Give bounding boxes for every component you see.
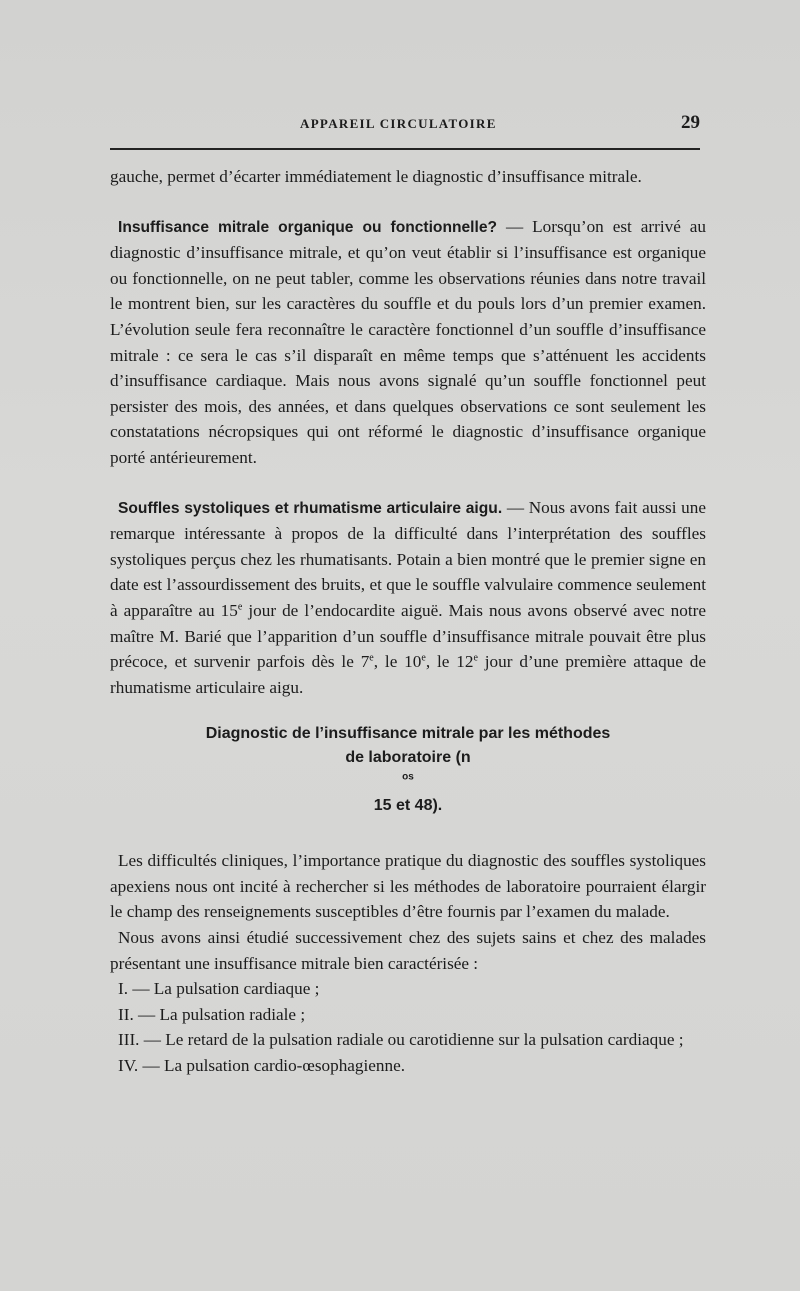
- section-title-line-1: Diagnostic de l’insuffisance mitrale par les méthodes: [205, 725, 611, 743]
- section-title-line-2: [110, 746, 706, 818]
- list-item: II. — La pulsation radiale ;: [118, 1004, 306, 1024]
- paragraph-text: — Lorsqu’on est arrivé au diagnostic d’insuffisance mitrale, et qu’on veut établir si l’insuffisance est organique ou fonctionnelle, on ne peut tabler, comme les observations réunies dans notre travail le montrent bien, sur les caractères du souffle et du pouls lors d’un premier examen. L’évolution seule fera reconnaître le caractère fonctionnel d’un souffle d’insuffisance mitrale : ce sera le cas s’il disparaît en même temps que s’atténuent les accidents d’insuffisance cardiaque. Mais nous avons signalé qu’un souffle fonctionnel peut persister des mois, des années, et dans quelques observations ce sont seulement les constatations nécropsiques qui ont réformé le diagnostic d’insuffisance organique porté antérieurement.: [110, 216, 706, 467]
- run-in-heading: Insuffisance mitrale organique ou fonctionnelle?: [118, 218, 498, 236]
- list-item: III. — Le retard de la pulsation radiale ou carotidienne sur la pulsation cardiaque ;: [118, 1030, 684, 1050]
- running-title: APPAREIL CIRCULATOIRE: [300, 116, 497, 131]
- paragraph-studied: Nous avons ainsi étudié successivement chez des sujets sains et chez des malades présentant une insuffisance mitrale bien caractérisée :: [110, 928, 706, 973]
- page-header: [110, 112, 700, 138]
- list-item: I. — La pulsation cardiaque ;: [118, 979, 320, 999]
- paragraph-text: , le 10: [373, 652, 422, 672]
- superscript: e: [473, 652, 478, 664]
- paragraph-text: , le 12: [425, 652, 474, 672]
- paragraph-text: jour d’une première attaque de rhumatisme articulaire aigu.: [110, 652, 706, 697]
- run-in-heading: Souffles systoliques et rhumatisme articulaire aigu.: [118, 499, 503, 517]
- paragraph-difficulties: Les difficultés cliniques, l’importance pratique du diagnostic des souffles systoliques apexiens nous ont incité à rechercher si les méthodes de laboratoire pourraient élargir le champ des renseignements susceptibles d’être fournis par l’examen du malade.: [110, 851, 706, 922]
- superscript: e: [237, 601, 243, 613]
- section-title-text: 15 et 48).: [373, 797, 443, 815]
- paragraph-text: — Nous avons fait aussi une remarque intéressante à propos de la difficulté dans l’interprétation des souffles systoliques perçus chez les rhumatisants. Potain a bien montré que le premier signe en date est l’assourdissement des bruits, et que le souffle valvulaire commence seulement à apparaître au 15: [110, 497, 706, 620]
- superscript: e: [421, 652, 426, 664]
- paragraph-text: jour de l’endocardite aiguë. Mais nous avons observé avec notre maître M. Barié que l’apparition d’un souffle d’insuffisance mitrale pouvait être plus précoce, et survenir parfois dès le 7: [110, 600, 706, 672]
- paragraph-rheumatism: [110, 495, 706, 701]
- header-rule: [110, 148, 700, 150]
- section-title-text: de laboratoire (n: [345, 749, 471, 767]
- superscript: os: [402, 771, 414, 783]
- page-body: [110, 164, 706, 1079]
- paragraph-organic-functional: [110, 214, 706, 471]
- superscript: e: [369, 652, 374, 664]
- paragraph-continuation: gauche, permet d’écarter immédiatement le diagnostic d’insuffisance mitrale.: [110, 167, 642, 186]
- page-number: 29: [681, 112, 700, 133]
- list-item: IV. — La pulsation cardio-œsophagienne.: [118, 1056, 406, 1076]
- section-title: [110, 722, 706, 818]
